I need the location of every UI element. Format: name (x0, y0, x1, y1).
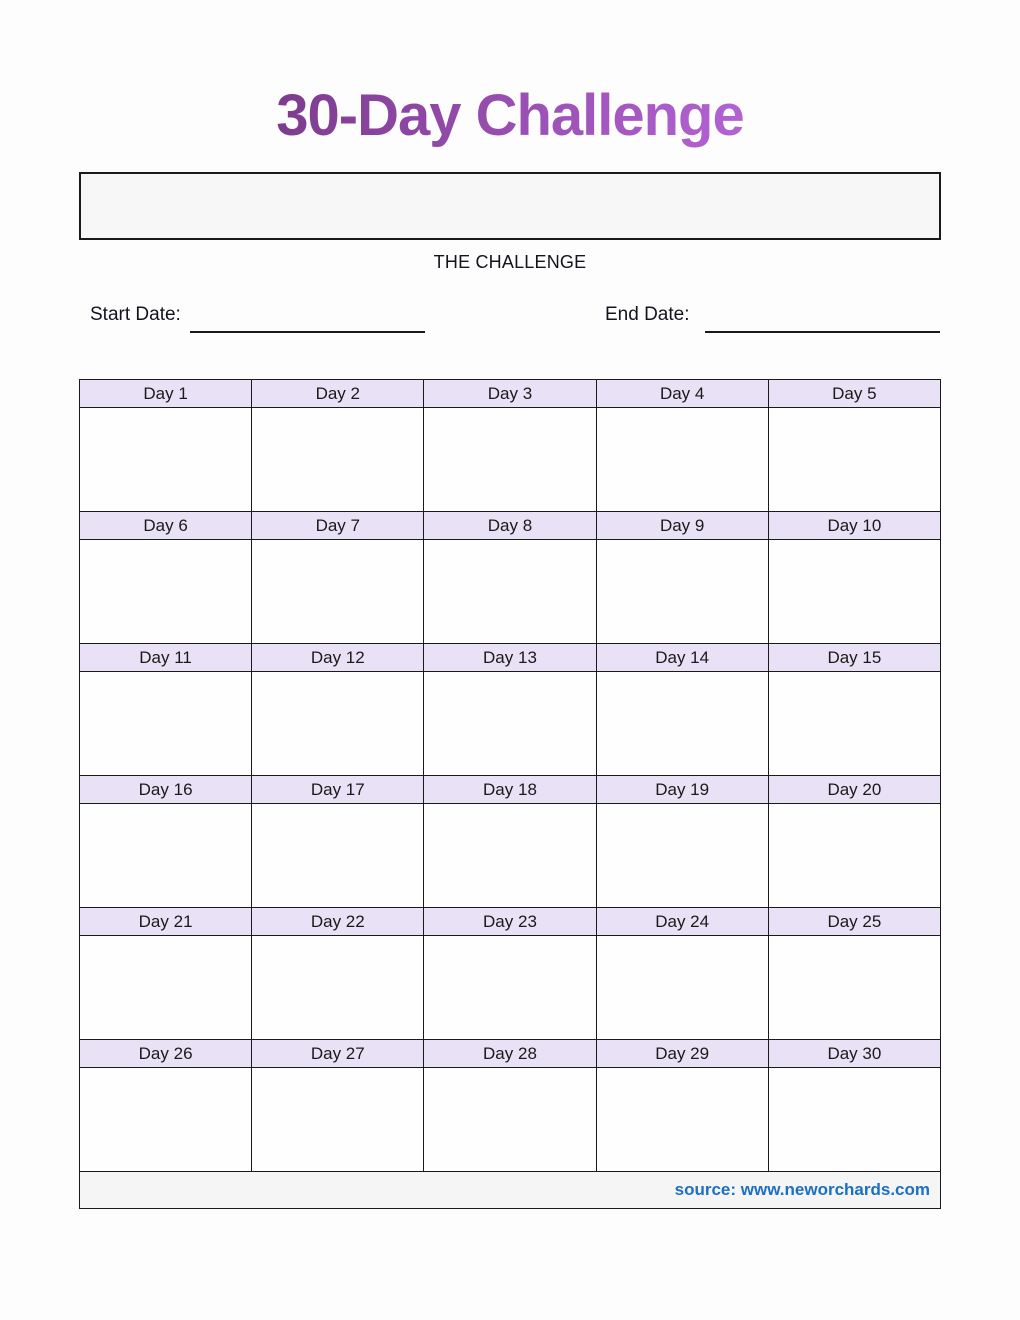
day-entry-row (80, 408, 941, 512)
day-entry-cell[interactable] (80, 1068, 252, 1172)
day-entry-row (80, 540, 941, 644)
day-header: Day 7 (252, 512, 424, 540)
day-entry-row (80, 1068, 941, 1172)
day-header: Day 30 (768, 1040, 940, 1068)
day-header: Day 11 (80, 644, 252, 672)
day-entry-cell[interactable] (252, 540, 424, 644)
day-header: Day 14 (596, 644, 768, 672)
day-entry-cell[interactable] (768, 672, 940, 776)
day-entry-cell[interactable] (768, 540, 940, 644)
day-header: Day 4 (596, 380, 768, 408)
day-header: Day 17 (252, 776, 424, 804)
day-entry-cell[interactable] (596, 804, 768, 908)
day-entry-cell[interactable] (768, 408, 940, 512)
day-header: Day 18 (424, 776, 596, 804)
day-header: Day 26 (80, 1040, 252, 1068)
day-header-row (80, 908, 941, 936)
challenge-description-box[interactable] (79, 172, 941, 240)
end-date-input[interactable] (705, 331, 940, 333)
day-entry-cell[interactable] (768, 804, 940, 908)
day-header: Day 24 (596, 908, 768, 936)
day-entry-cell[interactable] (424, 408, 596, 512)
day-header-row (80, 1040, 941, 1068)
section-label: THE CHALLENGE (433, 252, 587, 272)
day-entry-row (80, 804, 941, 908)
day-header-row (80, 644, 941, 672)
day-entry-cell[interactable] (596, 672, 768, 776)
day-entry-cell[interactable] (80, 804, 252, 908)
day-entry-row (80, 672, 941, 776)
day-entry-cell[interactable] (424, 1068, 596, 1172)
day-header: Day 9 (596, 512, 768, 540)
day-entry-cell[interactable] (424, 540, 596, 644)
day-header-row (80, 512, 941, 540)
day-header: Day 13 (424, 644, 596, 672)
source-link[interactable]: source: www.neworchards.com (80, 1172, 941, 1209)
day-header: Day 23 (424, 908, 596, 936)
day-header: Day 15 (768, 644, 940, 672)
day-header: Day 19 (596, 776, 768, 804)
day-header: Day 5 (768, 380, 940, 408)
day-header: Day 10 (768, 512, 940, 540)
day-entry-cell[interactable] (252, 1068, 424, 1172)
day-entry-cell[interactable] (768, 1068, 940, 1172)
day-entry-cell[interactable] (596, 408, 768, 512)
challenge-grid (79, 379, 941, 1209)
day-header: Day 1 (80, 380, 252, 408)
day-entry-cell[interactable] (252, 936, 424, 1040)
day-entry-cell[interactable] (80, 672, 252, 776)
day-header: Day 28 (424, 1040, 596, 1068)
day-header: Day 12 (252, 644, 424, 672)
day-entry-cell[interactable] (424, 936, 596, 1040)
day-entry-cell[interactable] (596, 1068, 768, 1172)
day-header: Day 22 (252, 908, 424, 936)
day-header: Day 27 (252, 1040, 424, 1068)
day-entry-cell[interactable] (596, 540, 768, 644)
day-header: Day 29 (596, 1040, 768, 1068)
day-entry-cell[interactable] (252, 408, 424, 512)
day-entry-cell[interactable] (252, 672, 424, 776)
day-entry-cell[interactable] (80, 408, 252, 512)
day-entry-cell[interactable] (424, 804, 596, 908)
day-header-row (80, 380, 941, 408)
day-header: Day 25 (768, 908, 940, 936)
day-header: Day 21 (80, 908, 252, 936)
day-entry-cell[interactable] (596, 936, 768, 1040)
day-header-row (80, 776, 941, 804)
start-date-label: Start Date: (90, 304, 181, 325)
start-date-input[interactable] (190, 331, 425, 333)
day-header: Day 2 (252, 380, 424, 408)
day-entry-cell[interactable] (80, 936, 252, 1040)
page-title: 30-Day Challenge (0, 82, 1020, 149)
day-entry-cell[interactable] (424, 672, 596, 776)
day-header: Day 8 (424, 512, 596, 540)
day-header: Day 16 (80, 776, 252, 804)
day-header: Day 6 (80, 512, 252, 540)
day-entry-cell[interactable] (80, 540, 252, 644)
source-row (80, 1172, 941, 1209)
day-entry-cell[interactable] (252, 804, 424, 908)
end-date-label: End Date: (605, 304, 690, 325)
day-header: Day 3 (424, 380, 596, 408)
day-entry-cell[interactable] (768, 936, 940, 1040)
day-header: Day 20 (768, 776, 940, 804)
day-entry-row (80, 936, 941, 1040)
